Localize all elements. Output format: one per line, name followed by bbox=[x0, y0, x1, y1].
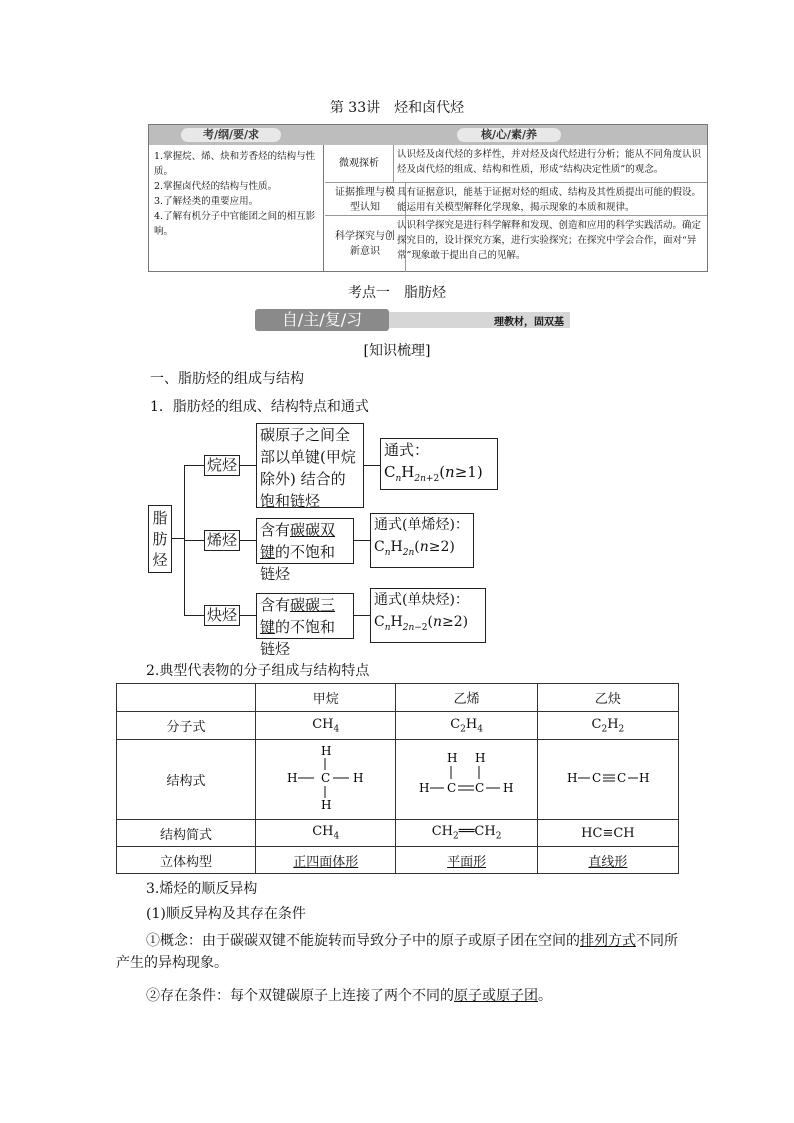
table-header: 甲烷 bbox=[256, 684, 396, 712]
page-title: 第 33讲 烃和卤代烃 bbox=[329, 100, 465, 116]
table-header: 乙炔 bbox=[537, 684, 678, 712]
svg-text:H: H bbox=[320, 797, 332, 812]
shape: 平面形 bbox=[396, 847, 537, 874]
molecule-table bbox=[116, 683, 679, 874]
competency-row bbox=[325, 182, 707, 216]
molecular-formula: $CH_4$ bbox=[256, 712, 396, 740]
heading-3: 2.典型代表物的分子组成与结构特点 bbox=[146, 663, 370, 679]
band-main: 自/主/复/习 bbox=[255, 309, 389, 331]
formula-label: 通式(单炔烃)： bbox=[374, 592, 469, 608]
table-cell bbox=[117, 684, 256, 712]
root-box bbox=[148, 505, 172, 573]
svg-text:H: H bbox=[638, 770, 650, 785]
desc-text: 的不饱和链烃 bbox=[260, 618, 336, 658]
svg-text:H: H bbox=[474, 750, 486, 765]
competency-row bbox=[325, 145, 707, 182]
syllabus-table bbox=[148, 124, 708, 272]
svg-text:H: H bbox=[352, 770, 364, 785]
key-term: 碳碳双键 bbox=[260, 521, 336, 561]
shape: 直线形 bbox=[537, 847, 678, 874]
concept-paragraph bbox=[116, 930, 681, 974]
requirement-item: 3.了解烃类的重要应用。 bbox=[154, 196, 259, 207]
table-row bbox=[117, 847, 679, 874]
heading-4: 3.烯烃的顺反异构 bbox=[146, 881, 258, 897]
requirements-list bbox=[149, 145, 324, 271]
acetylene-structure bbox=[537, 740, 678, 820]
svg-text:H: H bbox=[446, 750, 458, 765]
simple-structure: $CH_4$ bbox=[256, 820, 396, 847]
self-review-band bbox=[255, 309, 570, 331]
formula-label: 通式： bbox=[384, 441, 430, 459]
connector bbox=[240, 465, 256, 466]
section-title: 考点一 脂肪烃 bbox=[348, 285, 446, 301]
svg-text:H: H bbox=[418, 780, 430, 795]
desc-text: 的不饱和链烃 bbox=[260, 543, 336, 583]
connector bbox=[354, 540, 370, 541]
table-row bbox=[117, 740, 679, 820]
competency-value: 认识科学探究是进行科学解释和发现、创造和应用的科学实践活动。确定探究目的，设计探究方案，进行实验探究；在探究中学会合作，面对“异常”现象敢于提出自己的见解。 bbox=[397, 220, 702, 261]
alkene-formula-box bbox=[370, 513, 474, 568]
connector bbox=[184, 540, 204, 541]
desc-text: 含有 bbox=[260, 596, 291, 614]
connector bbox=[364, 465, 380, 466]
concept-text: ①概念：由于碳碳双键不能旋转而导致分子中的原子或原子团在空间的 bbox=[146, 933, 580, 949]
subheading: (1)顺反异构及其存在条件 bbox=[146, 906, 306, 922]
molecular-formula: $C_2H_4$ bbox=[396, 712, 537, 740]
competency-key: 证据推理与模型认知 bbox=[325, 183, 406, 216]
competency-key: 微观探析 bbox=[325, 145, 394, 182]
requirement-item: 2.掌握卤代烃的结构与性质。 bbox=[154, 181, 278, 192]
connector bbox=[184, 465, 204, 466]
connector bbox=[172, 538, 184, 539]
requirement-item: 1.掌握烷、烯、炔和芳香烃的结构与性质。 bbox=[154, 151, 316, 177]
acetylene-structure-diagram bbox=[565, 768, 651, 788]
knowledge-title: [知识梳理] bbox=[363, 343, 431, 359]
svg-text:C: C bbox=[616, 770, 627, 785]
band-right: 理教材，固双基 bbox=[494, 317, 564, 328]
table-row bbox=[117, 684, 679, 712]
svg-text:H: H bbox=[502, 780, 514, 795]
ethylene-structure bbox=[396, 740, 537, 820]
alkyne-formula-box bbox=[370, 588, 486, 643]
alkane-box: 烷烃 bbox=[204, 455, 240, 476]
connector bbox=[240, 615, 256, 616]
competency-row bbox=[325, 215, 707, 272]
svg-text:C: C bbox=[446, 780, 456, 795]
competency-value: 具有证据意识，能基于证据对烃的组成、结构及其性质提出可能的假设。能运用有关模型解释化学现象，揭示现象的本质和规律。 bbox=[397, 187, 702, 213]
alkyne-formula: $C_nH_{2n-2}(n\ge 2)$ bbox=[374, 614, 469, 633]
connector bbox=[240, 540, 256, 541]
condition-text: ②存在条件：每个双键碳原子上连接了两个不同的 bbox=[146, 988, 454, 1004]
alkyne-desc bbox=[256, 593, 354, 658]
table-header: 乙烯 bbox=[396, 684, 537, 712]
alkane-desc: 碳原子之间全部以单键(甲烷除外) 结合的饱和链烃 bbox=[256, 423, 364, 508]
svg-text:C: C bbox=[320, 770, 330, 785]
requirement-item: 4.了解有机分子中官能团之间的相互影响。 bbox=[154, 211, 316, 237]
alkene-formula: $C_nH_{2n}(n\ge 2)$ bbox=[374, 539, 455, 558]
condition-paragraph bbox=[146, 985, 552, 1007]
concept-text: 不同所产生的异构现象。 bbox=[116, 933, 678, 971]
heading-2: 1．脂肪烃的组成、结构特点和通式 bbox=[150, 399, 369, 415]
competency-label: 核/心/素/养 bbox=[457, 128, 561, 142]
competency-key: 科学探究与创新意识 bbox=[325, 216, 406, 272]
molecular-formula: $C_2H_2$ bbox=[537, 712, 678, 740]
key-term: 排列方式 bbox=[580, 933, 636, 949]
desc-text: 含有 bbox=[260, 521, 291, 539]
key-term: 原子或原子团 bbox=[454, 988, 538, 1004]
shape: 正四面体形 bbox=[256, 847, 396, 874]
row-label: 结构式 bbox=[117, 740, 256, 820]
row-label: 分子式 bbox=[117, 712, 256, 740]
heading-1: 一、脂肪烃的组成与结构 bbox=[150, 371, 304, 387]
key-term: 碳碳三键 bbox=[260, 596, 336, 636]
alkyne-box: 炔烃 bbox=[204, 605, 240, 626]
formula-label: 通式(单烯烃)： bbox=[374, 517, 469, 533]
simple-structure: $CH_2══CH_2$ bbox=[396, 820, 537, 847]
requirements-label: 考/纲/要/求 bbox=[181, 128, 281, 142]
root-label: 脂肪烃 bbox=[152, 509, 168, 569]
table-row bbox=[117, 712, 679, 740]
methane-structure-diagram bbox=[281, 743, 371, 813]
connector bbox=[184, 615, 204, 616]
simple-structure: HC≡CH bbox=[537, 820, 678, 847]
condition-text: 。 bbox=[538, 988, 552, 1004]
connector bbox=[354, 615, 370, 616]
table-row bbox=[117, 820, 679, 847]
svg-text:C: C bbox=[591, 770, 602, 785]
syllabus-header bbox=[149, 125, 707, 145]
alkane-formula: $C_nH_{2n+2}(n\ge 1)$ bbox=[384, 463, 483, 484]
row-label: 结构简式 bbox=[117, 820, 256, 847]
competency-value: 认识烃及卤代烃的多样性，并对烃及卤代烃进行分析；能从不同角度认识烃及卤代烃的组成、结构和性质，形成“结构决定性质”的观念。 bbox=[397, 149, 702, 175]
alkene-box: 烯烃 bbox=[204, 530, 240, 551]
svg-text:C: C bbox=[474, 780, 484, 795]
svg-text:H: H bbox=[320, 743, 332, 758]
svg-text:H: H bbox=[566, 770, 578, 785]
methane-structure bbox=[256, 740, 396, 820]
alkene-desc bbox=[256, 518, 354, 583]
svg-text:H: H bbox=[286, 770, 298, 785]
alkane-formula-box bbox=[380, 438, 498, 490]
ethylene-structure-diagram bbox=[417, 750, 517, 806]
row-label: 立体构型 bbox=[117, 847, 256, 874]
